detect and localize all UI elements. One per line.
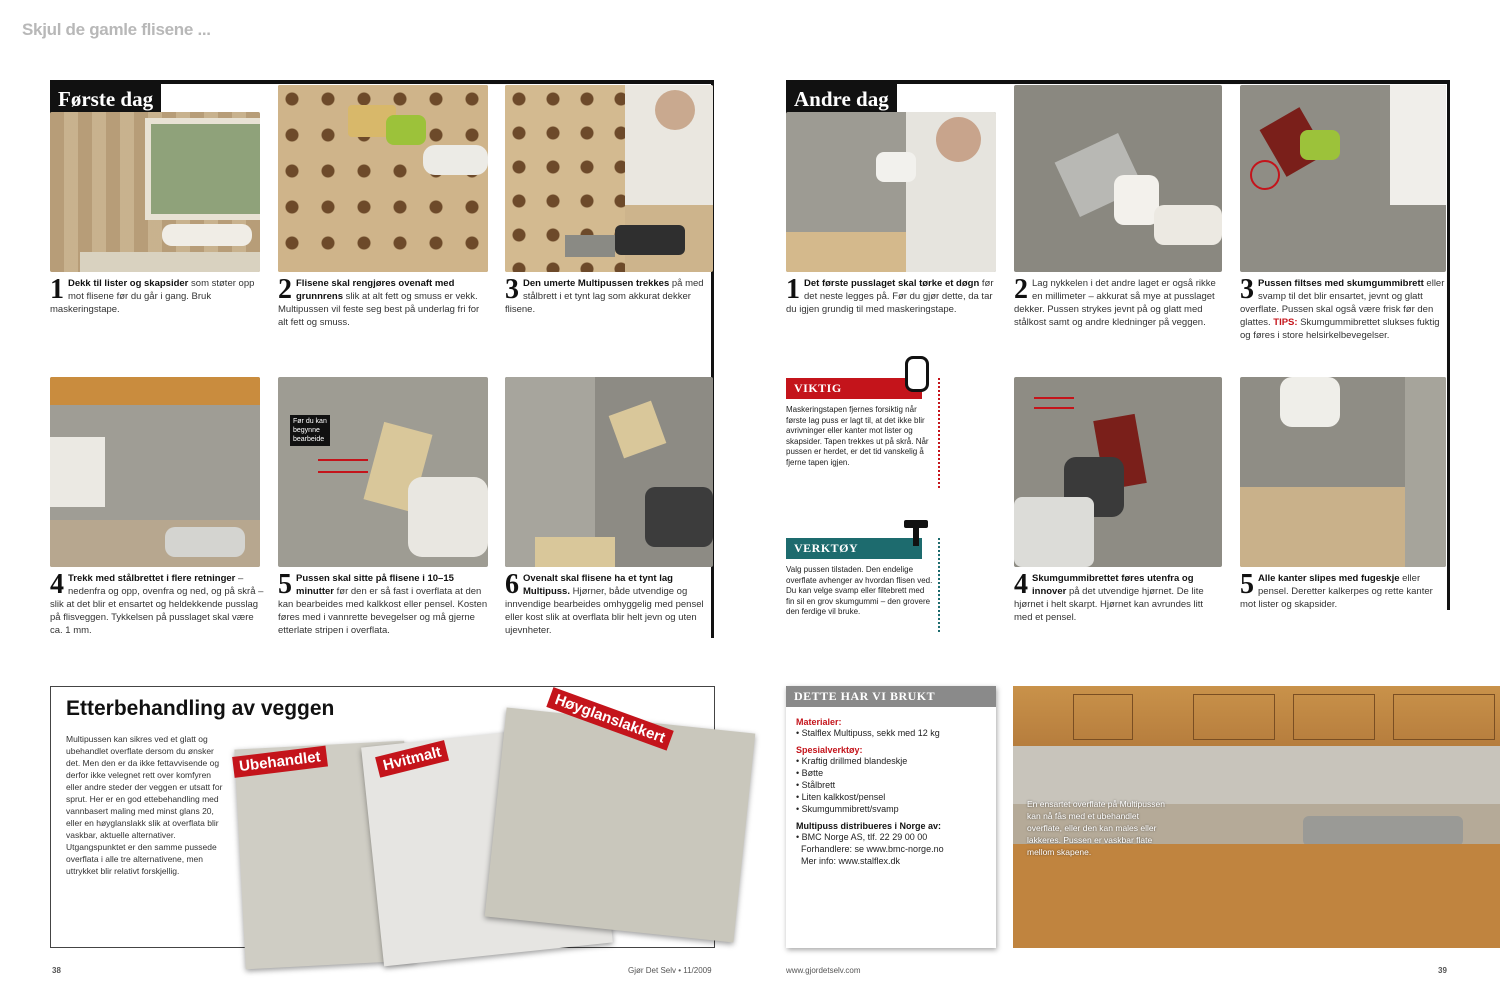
step3-photo <box>505 85 713 272</box>
day2-step2-photo <box>1014 85 1222 272</box>
step-lead: Den umerte Multipussen trekkes <box>523 278 670 289</box>
distributor-heading: Multipuss distribueres i Norge av: <box>796 821 942 831</box>
step4-caption <box>50 569 265 637</box>
cabinet-door <box>1393 694 1495 740</box>
kitchen-result-photo <box>1013 686 1500 948</box>
day2-step1-caption <box>786 274 996 316</box>
tool-item: • Liten kalkkost/pensel <box>796 792 886 802</box>
step-number: 2 <box>1014 274 1028 305</box>
sample-high-gloss <box>485 691 756 943</box>
step1-caption <box>50 274 262 316</box>
finishing-box-title: Etterbehandling av veggen <box>66 697 335 720</box>
step-text: Hjørner, både utvendige og innvendige bearbeides omhyggelig med pensel eller kost slik at overflata blir helt jevn og uten ujevnheter. <box>505 586 704 636</box>
tool-item: • Kraftig drillmed blandeskje <box>796 756 908 766</box>
photo-overlay-label <box>290 415 330 446</box>
footer-url: www.gjordetselv.com <box>786 966 861 975</box>
cabinet-door <box>1073 694 1133 740</box>
step1-photo <box>50 112 260 272</box>
step-lead: Pussen skal sitte på flisene i 10–15 minutter <box>296 573 454 597</box>
step-text: eller svamp til det blir ensartet, jevnt og glatt overflate. Pussen skal også være frisk før den glattes. <box>1240 278 1445 328</box>
tools-text: Valg pussen tilstaden. Den endelige overflate avhenger av hvordan flisen ved. Du kan velge svamp eller filtebrett med fin sil en grov skumgummi – den grovere den ferdige vil bruke. <box>786 565 933 616</box>
warning-title: VIKTIG <box>786 378 922 399</box>
step-lead: Det første pusslaget skal tørke et døgn <box>804 278 980 289</box>
warning-text: Maskeringstapen fjernes forsiktig når første lag puss er lagt til, at det ikke blir avrivninger eller kanter mot lister og skapsider. Tapen trekkes ut på skrå. Når pussen er herdet, er det tid vanskelig å fjerne tapen igjen. <box>786 405 929 467</box>
step-lead: Pussen filtses med skumgummibrett <box>1258 278 1424 289</box>
materials-item: • Stalflex Multipuss, sekk med 12 kg <box>796 728 940 738</box>
section-label-first-day: Første dag <box>50 84 161 115</box>
step-lead: Flisene skal rengjøres ovenaft med grunnrens <box>296 278 455 302</box>
day2-step5-photo <box>1240 377 1446 567</box>
footer-magazine: Gjør Det Selv • 11/2009 <box>628 966 712 975</box>
tool-item: • Skumgummibrett/svamp <box>796 804 899 814</box>
step-text: på det utvendige hjørnet. De lite hjørnet i helt skarpt. Hjørnet kan avrundes litt med et pensel. <box>1014 586 1204 623</box>
tip-text: Skumgummibrettet slukses fuktig og føres i store helsirkelbevegelser. <box>1240 317 1440 341</box>
step-lead: Ovenalt skal flisene ha et tynt lag Multipuss. <box>523 573 673 597</box>
step-lead: Skumgummibrettet føres utenfra og innover <box>1032 573 1194 597</box>
overlay-line: bearbeide <box>293 436 325 443</box>
sample-label: Hvitmalt <box>375 740 449 778</box>
warning-box <box>786 378 940 488</box>
step6-caption <box>505 569 708 637</box>
day2-step1-photo <box>786 112 996 272</box>
materials-heading: Materialer: <box>796 717 842 727</box>
running-head: Skjul de gamle flisene ... <box>22 20 211 39</box>
tool-item: • Stålbrett <box>796 780 836 790</box>
overlay-line: Før du kan <box>293 418 327 425</box>
tools-title: VERKTØY <box>786 538 922 559</box>
step5-photo <box>278 377 488 567</box>
step3-caption <box>505 274 710 316</box>
day2-step3-caption <box>1240 274 1445 342</box>
cabinet-door <box>1293 694 1375 740</box>
distributor-item: Forhandlere: se www.bmc-norge.no <box>801 844 944 854</box>
step-lead: Alle kanter slipes med fugeskje <box>1258 573 1400 584</box>
step2-photo <box>278 85 488 272</box>
step6-photo <box>505 377 713 567</box>
step-number: 4 <box>1014 569 1028 600</box>
step-text: – nedenfra og opp, ovenfra og ned, og på skrå – slik at det blir et ensartet og heldekkende pusslag på flisveggen. Tykkelsen på pusslaget skal være ca. 1 mm. <box>50 573 264 636</box>
step-number: 3 <box>505 274 519 305</box>
step-number: 6 <box>505 569 519 600</box>
sample-label: Ubehandlet <box>232 746 328 778</box>
page-number-left: 38 <box>52 966 61 975</box>
finishing-box-text: Multipussen kan sikres ved et glatt og ubehandlet overflate dersom du ønsker det. Men den er da ikke fettavvisende og derfor ikke velegnet rett over komfyren eller andre steder der veggen er utsatt for sprut. Her er en god ettebehandling med vannbasert maling med minst glans 20, eller en høyglanslakk slik at overflata blir vaskbar, aktuelle alternativer. Utgangspunktet er den samme pussede overflata i alle tre alternativene, men uttrykket blir relativt forskjellig. <box>66 734 223 876</box>
day2-step4-photo <box>1014 377 1222 567</box>
overlay-line: begynne <box>293 427 320 434</box>
step2-caption <box>278 274 490 329</box>
tools-heading: Spesialverktøy: <box>796 745 863 755</box>
step-number: 5 <box>1240 569 1254 600</box>
step-lead: Trekk med stålbrettet i flere retninger <box>68 573 236 584</box>
step5-caption <box>278 569 490 637</box>
distributor-item: Mer info: www.stalflex.dk <box>801 856 901 866</box>
step-number: 5 <box>278 569 292 600</box>
step-text: som støter opp mot flisene før du går i gang. Bruk maskeringstape. <box>50 278 255 315</box>
sample-label: Høyglanslakkert <box>546 687 673 750</box>
step-text: før det neste legges på. Før du gjør dette, da tar du igjen grundig til med maskeringstape. <box>786 278 994 315</box>
tool-item: • Bøtte <box>796 768 824 778</box>
tools-box <box>786 538 940 632</box>
cabinet-door <box>1193 694 1275 740</box>
step-number: 1 <box>50 274 64 305</box>
step-text: på med stålbrett i et tynt lag som akkurat dekker flisene. <box>505 278 704 315</box>
day2-step3-photo <box>1240 85 1446 272</box>
step-number: 3 <box>1240 274 1254 305</box>
step-lead: Dekk til lister og skapsider <box>68 278 189 289</box>
day2-step4-caption <box>1014 569 1224 624</box>
step4-photo <box>50 377 260 567</box>
materials-box-title: DETTE HAR VI BRUKT <box>786 686 996 707</box>
day2-step5-caption <box>1240 569 1445 611</box>
step-number: 1 <box>786 274 800 305</box>
distributor-item: • BMC Norge AS, tlf. 22 29 00 00 <box>796 832 928 842</box>
step-number: 4 <box>50 569 64 600</box>
tip-label: TIPS: <box>1273 317 1298 328</box>
step-text: eller pensel. Deretter kalkerpes og rette kanter mot lister og skapsider. <box>1240 573 1433 610</box>
page-number-right: 39 <box>1438 966 1447 975</box>
step-number: 2 <box>278 274 292 305</box>
hammer-icon <box>900 518 930 544</box>
materials-box <box>786 686 996 948</box>
kitchen-caption: En ensartet overflate på Multipussen kan nå fås med et ubehandlet overflate, eller den kan males eller lakkeres. Pussen er vaskbar flate mellom skapene. <box>1027 799 1165 857</box>
step-text: Lag nykkelen i det andre laget er også rikke en millimeter – akkurat så mye at pusslaget dekker. Pussen strykes jevnt på og glatt med stålkost samt og andre kledninger på veggen. <box>1014 278 1216 328</box>
section-label-second-day: Andre dag <box>786 84 897 115</box>
warning-icon <box>905 356 929 392</box>
right-side-rule <box>1447 80 1450 610</box>
step-text: før den er så fast i overflata at den kan bearbeides med kalkkost eller pensel. Kosten føres med i vannrette bevegelser og må gjerne etterlate stripen i overflata. <box>278 586 488 636</box>
sink <box>1303 816 1463 846</box>
step-text: slik at alt fett og smuss er vekk. Multipussen vil feste seg best på underlag fri for alt fett og smuss. <box>278 291 480 328</box>
day2-step2-caption <box>1014 274 1224 329</box>
